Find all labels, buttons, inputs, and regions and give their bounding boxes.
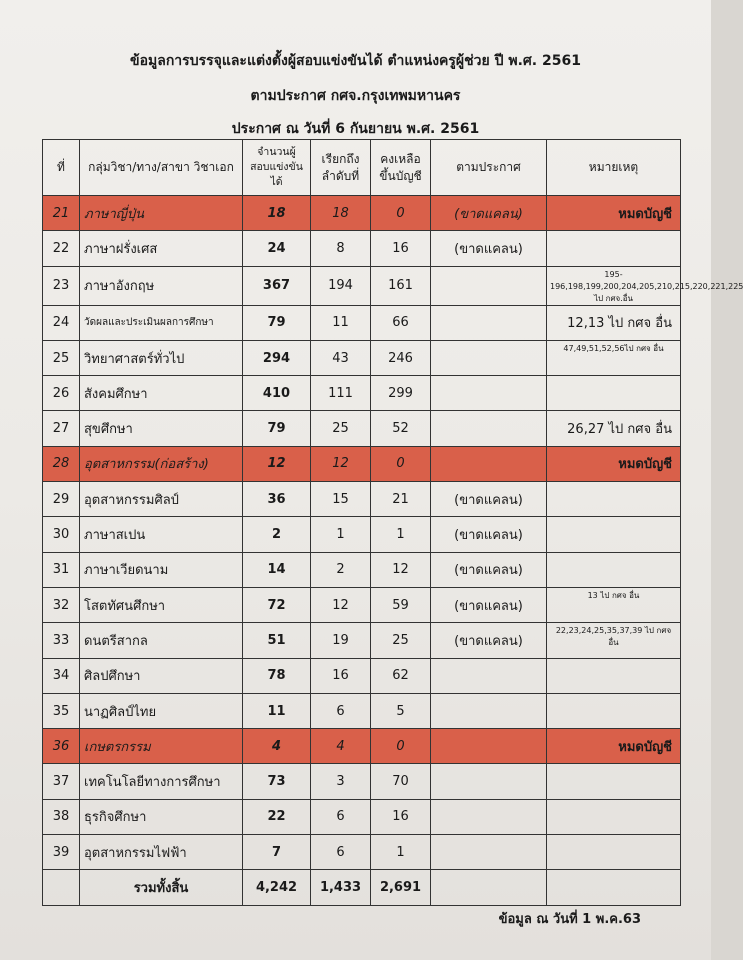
- called-rank: 2: [311, 552, 371, 587]
- total-announce-cell: [431, 870, 547, 906]
- subject-cell: สังคมศึกษา: [80, 376, 243, 411]
- subject-cell: สุขศึกษา: [80, 411, 243, 446]
- subject-cell: ภาษาเวียดนาม: [80, 552, 243, 587]
- announce-status: (ขาดแคลน): [431, 231, 547, 266]
- announce-status: [431, 411, 547, 446]
- table-row: [43, 835, 681, 870]
- remaining-count: 0: [371, 729, 431, 764]
- announce-status: (ขาดแคลน): [431, 587, 547, 622]
- called-rank: 8: [311, 231, 371, 266]
- called-rank: 6: [311, 693, 371, 728]
- remaining-count: 12: [371, 552, 431, 587]
- passed-count: 78: [243, 658, 311, 693]
- announce-status: [431, 658, 547, 693]
- remaining-count: 16: [371, 799, 431, 834]
- announce-status: [431, 376, 547, 411]
- announcement-date: ประกาศ ณ วันที่ 6 กันยายน พ.ศ. 2561: [231, 121, 480, 137]
- called-rank: 111: [311, 376, 371, 411]
- total-no-cell: [43, 870, 80, 906]
- table-header-row: [43, 140, 681, 196]
- total-row: [43, 870, 681, 906]
- remark-cell: 47,49,51,52,56ไป กศจ อื่น: [547, 340, 681, 375]
- remaining-count: 59: [371, 587, 431, 622]
- table-row: [43, 552, 681, 587]
- called-rank: 19: [311, 623, 371, 658]
- subject-cell: ดนตรีสากล: [80, 623, 243, 658]
- row-number: 25: [43, 340, 80, 375]
- row-number: 38: [43, 799, 80, 834]
- subject-cell: โสตทัศนศึกษา: [80, 587, 243, 622]
- passed-count: 79: [243, 305, 311, 340]
- remark-cell: [547, 693, 681, 728]
- table-row: [43, 729, 681, 764]
- table-row: [43, 305, 681, 340]
- row-number: 32: [43, 587, 80, 622]
- remark-cell: [547, 835, 681, 870]
- announce-status: (ขาดแคลน): [431, 552, 547, 587]
- table-row: [43, 376, 681, 411]
- table-row: [43, 658, 681, 693]
- passed-count: 51: [243, 623, 311, 658]
- announce-status: [431, 729, 547, 764]
- subject-cell: ภาษาฝรั่งเศส: [80, 231, 243, 266]
- remaining-count: 161: [371, 266, 431, 305]
- header-called-label: เรียกถึง ลำดับที่: [321, 151, 360, 183]
- passed-count: 14: [243, 552, 311, 587]
- remaining-count: 0: [371, 196, 431, 231]
- called-rank: 6: [311, 835, 371, 870]
- table-row: [43, 764, 681, 799]
- row-number: 34: [43, 658, 80, 693]
- announce-status: [431, 340, 547, 375]
- table-row: [43, 446, 681, 481]
- passed-count: 12: [243, 446, 311, 481]
- remaining-count: 1: [371, 835, 431, 870]
- remaining-count: 25: [371, 623, 431, 658]
- header-passed: [243, 140, 311, 196]
- row-number: 36: [43, 729, 80, 764]
- announce-status: (ขาดแคลน): [431, 196, 547, 231]
- passed-count: 18: [243, 196, 311, 231]
- called-rank: 16: [311, 658, 371, 693]
- row-number: 37: [43, 764, 80, 799]
- remark-cell: หมดบัญชี: [547, 729, 681, 764]
- row-number: 29: [43, 482, 80, 517]
- remark-cell: [547, 658, 681, 693]
- announce-status: [431, 446, 547, 481]
- remark-cell: [547, 764, 681, 799]
- table-row: [43, 482, 681, 517]
- total-remark-cell: [547, 870, 681, 906]
- row-number: 31: [43, 552, 80, 587]
- table-row: [43, 517, 681, 552]
- table-row: [43, 693, 681, 728]
- remaining-count: 21: [371, 482, 431, 517]
- subject-cell: ภาษาญี่ปุ่น: [80, 196, 243, 231]
- remaining-count: 62: [371, 658, 431, 693]
- header-called: [311, 140, 371, 196]
- total-remaining: 2,691: [371, 870, 431, 906]
- announce-status: [431, 835, 547, 870]
- announce-status: (ขาดแคลน): [431, 517, 547, 552]
- passed-count: 72: [243, 587, 311, 622]
- total-passed: 4,242: [243, 870, 311, 906]
- called-rank: 25: [311, 411, 371, 446]
- row-number: 30: [43, 517, 80, 552]
- table-row: [43, 587, 681, 622]
- row-number: 35: [43, 693, 80, 728]
- row-number: 26: [43, 376, 80, 411]
- called-rank: 3: [311, 764, 371, 799]
- recruitment-table: [42, 139, 743, 906]
- subject-cell: อุตสาหกรรมไฟฟ้า: [80, 835, 243, 870]
- called-rank: 43: [311, 340, 371, 375]
- subject-cell: อุตสาหกรรมศิลป์: [80, 482, 243, 517]
- announce-status: [431, 266, 547, 305]
- called-rank: 6: [311, 799, 371, 834]
- passed-count: 367: [243, 266, 311, 305]
- passed-count: 11: [243, 693, 311, 728]
- remaining-count: 16: [371, 231, 431, 266]
- remaining-count: 299: [371, 376, 431, 411]
- subject-cell: ภาษาอังกฤษ: [80, 266, 243, 305]
- announce-status: [431, 693, 547, 728]
- remaining-count: 66: [371, 305, 431, 340]
- called-rank: 12: [311, 446, 371, 481]
- subject-cell: ธุรกิจศึกษา: [80, 799, 243, 834]
- header-remaining: [371, 140, 431, 196]
- row-number: 39: [43, 835, 80, 870]
- announce-status: (ขาดแคลน): [431, 482, 547, 517]
- remark-cell: หมดบัญชี: [547, 196, 681, 231]
- remark-cell: [547, 231, 681, 266]
- row-number: 33: [43, 623, 80, 658]
- document-title: ข้อมูลการบรรจุและแต่งตั้งผู้สอบแข่งขันได้ ตำแหน่งครูผู้ช่วย ปี พ.ศ. 2561: [130, 53, 581, 69]
- called-rank: 194: [311, 266, 371, 305]
- remark-cell: 22,23,24,25,35,37,39 ไป กศจ อื่น: [547, 623, 681, 658]
- subject-cell: อุตสาหกรรม(ก่อสร้าง): [80, 446, 243, 481]
- remark-cell: [547, 376, 681, 411]
- table-row: [43, 799, 681, 834]
- passed-count: 410: [243, 376, 311, 411]
- remaining-count: 70: [371, 764, 431, 799]
- called-rank: 18: [311, 196, 371, 231]
- table-row: [43, 411, 681, 446]
- row-number: 22: [43, 231, 80, 266]
- data-date-footer: ข้อมูล ณ วันที่ 1 พ.ค.63: [498, 912, 641, 927]
- passed-count: 7: [243, 835, 311, 870]
- passed-count: 2: [243, 517, 311, 552]
- subject-cell: วัดผลและประเมินผลการศึกษา: [80, 305, 243, 340]
- header-no: ที่: [43, 140, 80, 196]
- called-rank: 11: [311, 305, 371, 340]
- header-remaining-label: คงเหลือ ขึ้นบัญชี: [379, 151, 422, 183]
- remaining-count: 52: [371, 411, 431, 446]
- total-label: รวมทั้งสิ้น: [80, 870, 243, 906]
- table-row: [43, 266, 681, 305]
- remark-cell: 26,27 ไป กศจ อื่น: [547, 411, 681, 446]
- subject-cell: ภาษาสเปน: [80, 517, 243, 552]
- row-number: 27: [43, 411, 80, 446]
- subject-cell: เกษตรกรรม: [80, 729, 243, 764]
- table-row: [43, 623, 681, 658]
- table-row: [43, 196, 681, 231]
- subject-cell: ศิลปศึกษา: [80, 658, 243, 693]
- subject-cell: วิทยาศาสตร์ทั่วไป: [80, 340, 243, 375]
- row-number: 23: [43, 266, 80, 305]
- remark-cell: 13 ไป กศจ อื่น: [547, 587, 681, 622]
- subject-cell: เทคโนโลยีทางการศึกษา: [80, 764, 243, 799]
- remaining-count: 0: [371, 446, 431, 481]
- remaining-count: 246: [371, 340, 431, 375]
- announce-status: [431, 764, 547, 799]
- remark-cell: หมดบัญชี: [547, 446, 681, 481]
- row-number: 28: [43, 446, 80, 481]
- header-subject-label: กลุ่มวิชา/ทาง/สาขา วิชาเอก: [88, 160, 234, 174]
- row-number: 24: [43, 305, 80, 340]
- table-row: [43, 340, 681, 375]
- called-rank: 1: [311, 517, 371, 552]
- remark-cell: 195-196,198,199,200,204,205,210,215,220,221,225 ไป กศจ.อื่น: [547, 266, 681, 305]
- passed-count: 24: [243, 231, 311, 266]
- announce-status: [431, 305, 547, 340]
- passed-count: 294: [243, 340, 311, 375]
- header-remark: หมายเหตุ: [547, 140, 681, 196]
- remark-cell: [547, 482, 681, 517]
- remark-cell: [547, 552, 681, 587]
- called-rank: 15: [311, 482, 371, 517]
- passed-count: 22: [243, 799, 311, 834]
- remark-cell: 12,13 ไป กศจ อื่น: [547, 305, 681, 340]
- remaining-count: 1: [371, 517, 431, 552]
- remark-cell: [547, 799, 681, 834]
- called-rank: 12: [311, 587, 371, 622]
- passed-count: 4: [243, 729, 311, 764]
- passed-count: 73: [243, 764, 311, 799]
- table-row: [43, 231, 681, 266]
- called-rank: 4: [311, 729, 371, 764]
- announce-status: (ขาดแคลน): [431, 623, 547, 658]
- header-announce: ตามประกาศ: [431, 140, 547, 196]
- header-passed-label: จำนวนผู้ สอบแข่งขันได้: [250, 146, 303, 188]
- announce-status: [431, 799, 547, 834]
- total-called: 1,433: [311, 870, 371, 906]
- passed-count: 36: [243, 482, 311, 517]
- remark-cell: [547, 517, 681, 552]
- document-subtitle: ตามประกาศ กศจ.กรุงเทพมหานคร: [250, 88, 461, 104]
- passed-count: 79: [243, 411, 311, 446]
- remaining-count: 5: [371, 693, 431, 728]
- row-number: 21: [43, 196, 80, 231]
- header-subject: [80, 140, 243, 196]
- subject-cell: นาฏศิลป์ไทย: [80, 693, 243, 728]
